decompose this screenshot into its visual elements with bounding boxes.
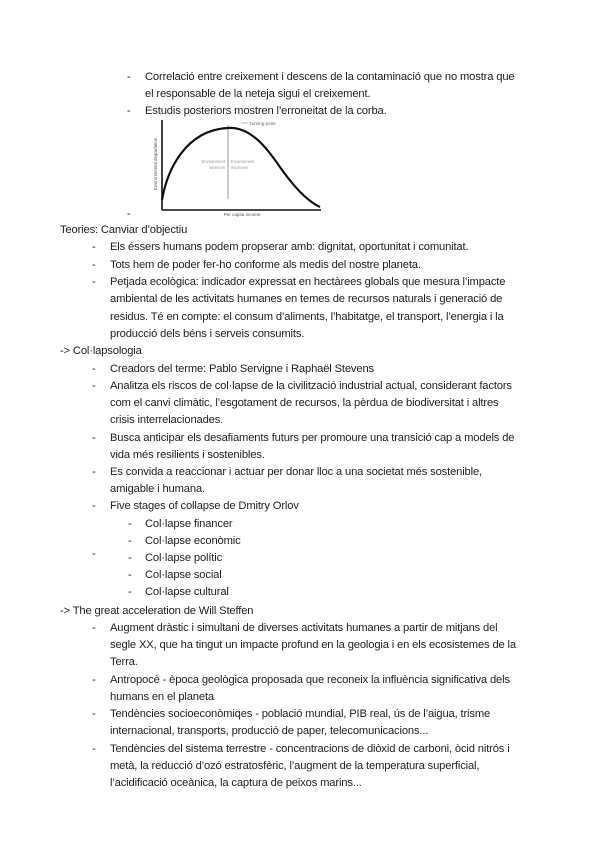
bullet-dash: - xyxy=(92,432,96,444)
bullet-dash: - xyxy=(92,466,96,478)
worsens-label-2: worsens xyxy=(209,165,225,170)
teories-item-3-line-4: producció dels béns i serveis consumits. xyxy=(110,328,305,340)
bullet-dash: - xyxy=(92,548,96,560)
bullet-dash: - xyxy=(92,743,96,755)
acceleration-item-4-line-3: l’acidificació oceànica, la captura de peixos marins... xyxy=(110,777,362,789)
worsens-label-1: Environment xyxy=(201,159,225,164)
collapse-item-4-line-2: amigable i humana. xyxy=(110,483,205,495)
acceleration-item-2-line-2: humans en el planeta xyxy=(110,691,214,703)
bullet-dash: - xyxy=(127,105,131,117)
acceleration-item-1-line-3: Terra. xyxy=(110,656,138,668)
acceleration-item-4-line-1: Tendències del sistema terrestre - concentracions de diòxid de carboni, òcid nitrós i xyxy=(110,743,510,755)
teories-heading: Teories: Canviar d’objectiu xyxy=(60,224,188,236)
orlov-stage-4: Col·lapse social xyxy=(145,569,222,581)
y-axis-label: Environmental degradation xyxy=(153,137,158,191)
collapse-item-3-line-2: vida més resilients i sostenibles. xyxy=(110,449,265,461)
collapse-item-1: Creadors del terme: Pablo Servigne i Raphaël Stevens xyxy=(110,363,374,375)
acceleration-heading: -> The great acceleration de Will Steffen xyxy=(60,605,254,617)
collapse-item-2-line-3: crisis interrelacionades. xyxy=(110,414,224,426)
bullet-dash: - xyxy=(92,674,96,686)
orlov-stage-1: Col·lapse financer xyxy=(145,518,233,530)
acceleration-item-4-line-2: metà, la reducció d’ozó estratosfèric, l’augment de la temperatura superficial, xyxy=(110,760,480,772)
orlov-stage-5: Col·lapse cultural xyxy=(145,586,229,598)
bullet-dash: - xyxy=(128,518,132,530)
bullet-dash: - xyxy=(92,500,96,512)
teories-item-1: Els éssers humans podem propserar amb: dignitat, oportunitat i comunitat. xyxy=(110,241,469,253)
teories-item-3-line-3: residus. Té en compte: el consum d’aliments, l’habitatge, el transport, l’energia i la xyxy=(110,311,504,323)
improves-label-1: Environment xyxy=(231,159,255,164)
bullet-dash: - xyxy=(127,208,131,220)
intro-item-1-line-1: Correlació entre creixement i descens de la contaminació que no mostra que xyxy=(145,71,515,83)
orlov-stage-2: Col·lapse econòmic xyxy=(145,535,241,547)
collapse-item-2-line-1: Analitza els riscos de col·lapse de la civilització industrial actual, considerant factors xyxy=(110,380,512,392)
bullet-dash: - xyxy=(92,363,96,375)
collapse-item-4-line-1: Es convida a reaccionar i actuar per donar lloc a una societat més sostenible, xyxy=(110,466,482,478)
bullet-dash: - xyxy=(92,380,96,392)
intro-item-2-line-1: Estudis posteriors mostren l’erroneitat de la corba. xyxy=(145,105,387,117)
collapse-item-2-line-2: com el canvi climàtic, l’esgotament de recursos, la pèrdua de biodiversitat i altres xyxy=(110,397,499,409)
orlov-stage-3: Col·lapse polític xyxy=(145,552,223,564)
improves-label-2: improves xyxy=(231,165,248,170)
intro-item-1-line-2: el responsable de la neteja sigui el creixement. xyxy=(145,88,371,100)
bullet-dash: - xyxy=(92,259,96,271)
collapsologia-heading: -> Col·lapsologia xyxy=(60,345,142,357)
acceleration-item-2-line-1: Antropocè - època geològica proposada que reconeix la influència significativa dels xyxy=(110,674,510,686)
collapse-item-5: Five stages of collapse de Dmitry Orlov xyxy=(110,500,299,512)
x-axis-label: Per capita income xyxy=(223,212,261,217)
acceleration-item-3-line-1: Tendències socioeconòmiqes - població mundial, PIB real, ús de l’aigua, trisme xyxy=(110,708,491,720)
bullet-dash: - xyxy=(128,535,132,547)
bullet-dash: - xyxy=(92,622,96,634)
bullet-dash: - xyxy=(128,552,132,564)
teories-item-3-line-1: Petjada ecològica: indicador expressat en hectàrees globals que mesura l’impacte xyxy=(110,276,506,288)
bullet-dash: - xyxy=(128,569,132,581)
acceleration-item-3-line-2: internacional, transports, producció de paper, telecomunicacions... xyxy=(110,725,429,737)
bullet-dash: - xyxy=(92,241,96,253)
collapse-item-3-line-1: Busca anticipar els desafiaments futurs per promoure una transició cap a models de xyxy=(110,432,515,444)
bullet-dash: - xyxy=(92,708,96,720)
acceleration-item-1-line-1: Augment dràstic i simultani de diverses activitats humanes a partir de mitjans del xyxy=(110,622,498,634)
bullet-dash: - xyxy=(92,276,96,288)
teories-item-3-line-2: ambiental de les activitats humanes en temes de recursos naturals i generació de xyxy=(110,293,503,305)
bullet-dash: - xyxy=(127,71,131,83)
acceleration-item-1-line-2: segle XX, que ha tingut un impacte profund en la geologia i en els ecosistemes de la xyxy=(110,639,516,651)
teories-item-2: Tots hem de poder fer-ho conforme als medis del nostre planeta. xyxy=(110,259,421,271)
kuznets-curve-chart xyxy=(145,116,325,218)
turning-point-label: Turning point xyxy=(249,121,276,126)
bullet-dash: - xyxy=(128,586,132,598)
